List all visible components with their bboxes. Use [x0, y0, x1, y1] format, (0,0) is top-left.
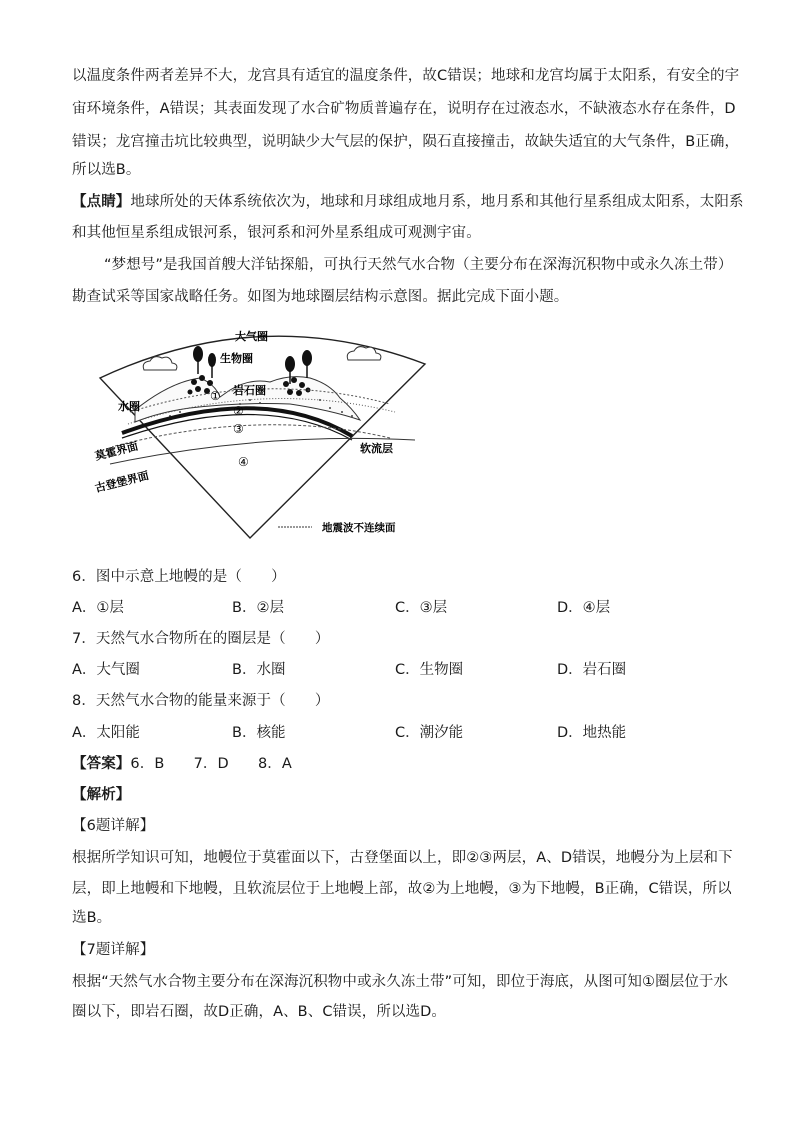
question-option: D．④层: [557, 600, 611, 616]
label-asthenosphere: 软流层: [360, 442, 393, 455]
q6-detail-label: 【6题详解】: [72, 818, 155, 834]
question-option: D．岩石圈: [557, 662, 627, 678]
question-option: C．潮汐能: [395, 725, 464, 741]
paragraph-line: 所以选B。: [72, 162, 141, 178]
label-moho: 莫霍界面: [93, 439, 140, 463]
label-layer-2: ②: [233, 404, 244, 418]
question-stem: 8．天然气水合物的能量来源于（ ）: [72, 693, 330, 709]
paragraph-line: 错误；龙宫撞击坑比较典型，说明缺少大气层的保护，陨石直接撞击，故缺失适宜的大气条件，B正确，: [72, 134, 740, 150]
paragraph-line: 以温度条件两者差异不大，龙宫具有适宜的温度条件，故C错误；地球和龙宫均属于太阳系，有安全的宇: [72, 68, 740, 84]
label-biosphere: 生物圈: [220, 352, 253, 365]
question-option: D．地热能: [557, 725, 627, 741]
tree-icon: [285, 356, 295, 372]
question-option: C．③层: [395, 600, 448, 616]
intro-line: “梦想号”是我国首艘大洋钻探船，可执行天然气水合物（主要分布在深海沉积物中或永久冻土带）: [104, 257, 733, 273]
label-legend-discontinuity: 地震波不连续面: [322, 522, 396, 534]
label-atmosphere: 大气圈: [235, 330, 268, 343]
paragraph-line: 宙环境条件，A错误；其表面发现了水合矿物质普遍存在，说明存在过液态水，不缺液态水存在条件，D: [72, 101, 736, 117]
earth-sphere-diagram: [90, 312, 430, 544]
label-gutenberg: 古登堡界面: [93, 468, 151, 495]
label-layer-4: ④: [238, 455, 249, 469]
q7-detail-label: 【7题详解】: [72, 942, 155, 958]
question-option: B．水圈: [232, 662, 286, 678]
tip-text: 地球所处的天体系统依次为，地球和月球组成地月系，地月系和其他行星系组成太阳系，太阳系: [130, 194, 744, 210]
tree-icon: [208, 353, 216, 367]
tip-line: 和其他恒星系组成银河系，银河系和河外星系组成可观测宇宙。: [72, 225, 481, 241]
answer-text: 6．B 7．D 8．A: [130, 756, 292, 772]
question-option: B．核能: [232, 725, 286, 741]
label-lithosphere: 岩石圈: [233, 384, 266, 397]
analysis-label: 【解析】: [72, 787, 131, 803]
intro-line: 勘查试采等国家战略任务。如图为地球圈层结构示意图。据此完成下面小题。: [72, 289, 569, 305]
q7-detail-line: 圈以下，即岩石圈，故D正确，A、B、C错误，所以选D。: [72, 1004, 447, 1020]
q6-detail-line: 选B。: [72, 910, 112, 926]
question-stem: 7．天然气水合物所在的圈层是（ ）: [72, 631, 330, 647]
q6-detail-line: 层，即上地幔和下地幔，且软流层位于上地幔上部，故②为上地幔，③为下地幔，B正确，C错误，所以: [72, 881, 732, 897]
label-layer-3: ③: [233, 422, 244, 436]
tree-icon: [193, 346, 203, 362]
label-hydrosphere: 水圈: [118, 400, 140, 413]
tree-icon: [302, 350, 312, 366]
q7-detail-line: 根据“天然气水合物主要分布在深海沉积物中或永久冻土带”可知，即位于海底，从图可知①圈层位于水: [72, 974, 729, 990]
tip-line: [72, 192, 744, 212]
answer-label: 【答案】: [72, 756, 131, 772]
question-option: C．生物圈: [395, 662, 464, 678]
question-stem: 6．图中示意上地幔的是（ ）: [72, 569, 286, 585]
question-option: A．太阳能: [72, 725, 140, 741]
question-option: A．大气圈: [72, 662, 140, 678]
question-option: A．①层: [72, 600, 124, 616]
q6-detail-line: 根据所学知识可知，地幔位于莫霍面以下，古登堡面以上，即②③两层，A、D错误，地幔分为上层和下: [72, 850, 733, 866]
question-option: B．②层: [232, 600, 284, 616]
answer-line: [72, 754, 722, 774]
label-layer-1: ①: [210, 389, 221, 403]
tip-label: 【点睛】: [72, 194, 131, 210]
